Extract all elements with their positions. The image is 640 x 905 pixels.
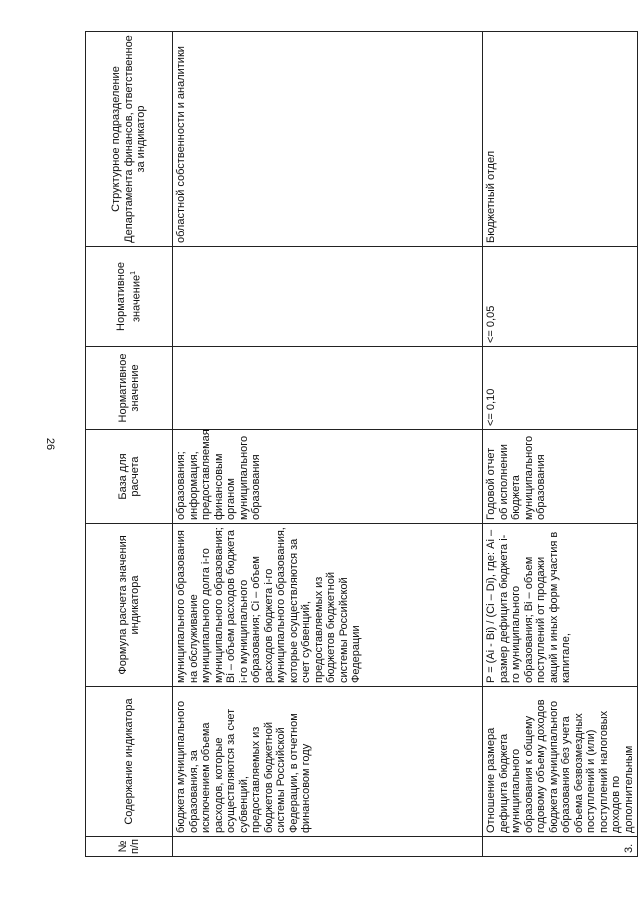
table-header-row [86, 32, 173, 857]
cell-formula: P = (Ai - Bi) / (Ci – Di), где: Ai – размер дефицита бюджета i-го муниципального образования; Bi – объем поступлений от продажи акций и иных форм участия в капитале, [483, 524, 638, 687]
cell-norm [173, 347, 483, 430]
table-row [483, 32, 638, 857]
cell-num [173, 837, 483, 857]
cell-dept: Бюджетный отдел [483, 32, 638, 247]
cell-formula: муниципального образования на обслуживание муниципального долга i-го муниципального образования; Вi – объем расходов бюджета i-го муниципального образования; Сi – объем расходов бюджета i-го муниципального образования, которые осуществляются за счет субвенций, предоставляемых из бюджетов бюджетной системы Российской Федерации [173, 524, 483, 687]
header-norm-1 [86, 247, 173, 347]
footnote-marker: 1 [129, 270, 137, 275]
rotated-page-area [85, 32, 635, 857]
header-dept: Структурное подразделение Департамента финансов, ответственное за индикатор [86, 32, 173, 247]
cell-norm-1: <= 0,05 [483, 247, 638, 347]
cell-norm-1 [173, 247, 483, 347]
header-norm-1-label: Нормативное значение [115, 262, 143, 331]
header-content: Содержание индикатора [86, 687, 173, 837]
cell-dept: областной собственности и аналитики [173, 32, 483, 247]
landscape-sheet [85, 32, 635, 857]
cell-content: бюджета муниципального образования, за исключением объема расходов, которые осуществляются за счет субвенций, предоставляемых из бюджетов бюджетной системы Российской Федерации, в отчетном финансовом году [173, 687, 483, 837]
cell-content: Отношение размера дефицита бюджета муниципального образования к общему годовому объему доходов бюджета муниципального образования без учета объема безвозмездных поступлений и (или) поступлений налоговых доходов по дополнительным [483, 687, 638, 837]
header-norm: Нормативное значение [86, 347, 173, 430]
cell-basis: Годовой отчет об исполнении бюджета муниципального образования [483, 430, 638, 524]
header-formula: Формула расчета значения индикатора [86, 524, 173, 687]
table-row [173, 32, 483, 857]
header-num: № п/п [86, 837, 173, 857]
cell-basis: образования; информация, предоставляемая финансовым органом муниципального образования [173, 430, 483, 524]
indicators-table [85, 31, 638, 857]
header-basis: База для расчета [86, 430, 173, 524]
cell-norm: <= 0,10 [483, 347, 638, 430]
cell-num: 3. [483, 837, 638, 857]
page-number: 26 [44, 437, 57, 451]
